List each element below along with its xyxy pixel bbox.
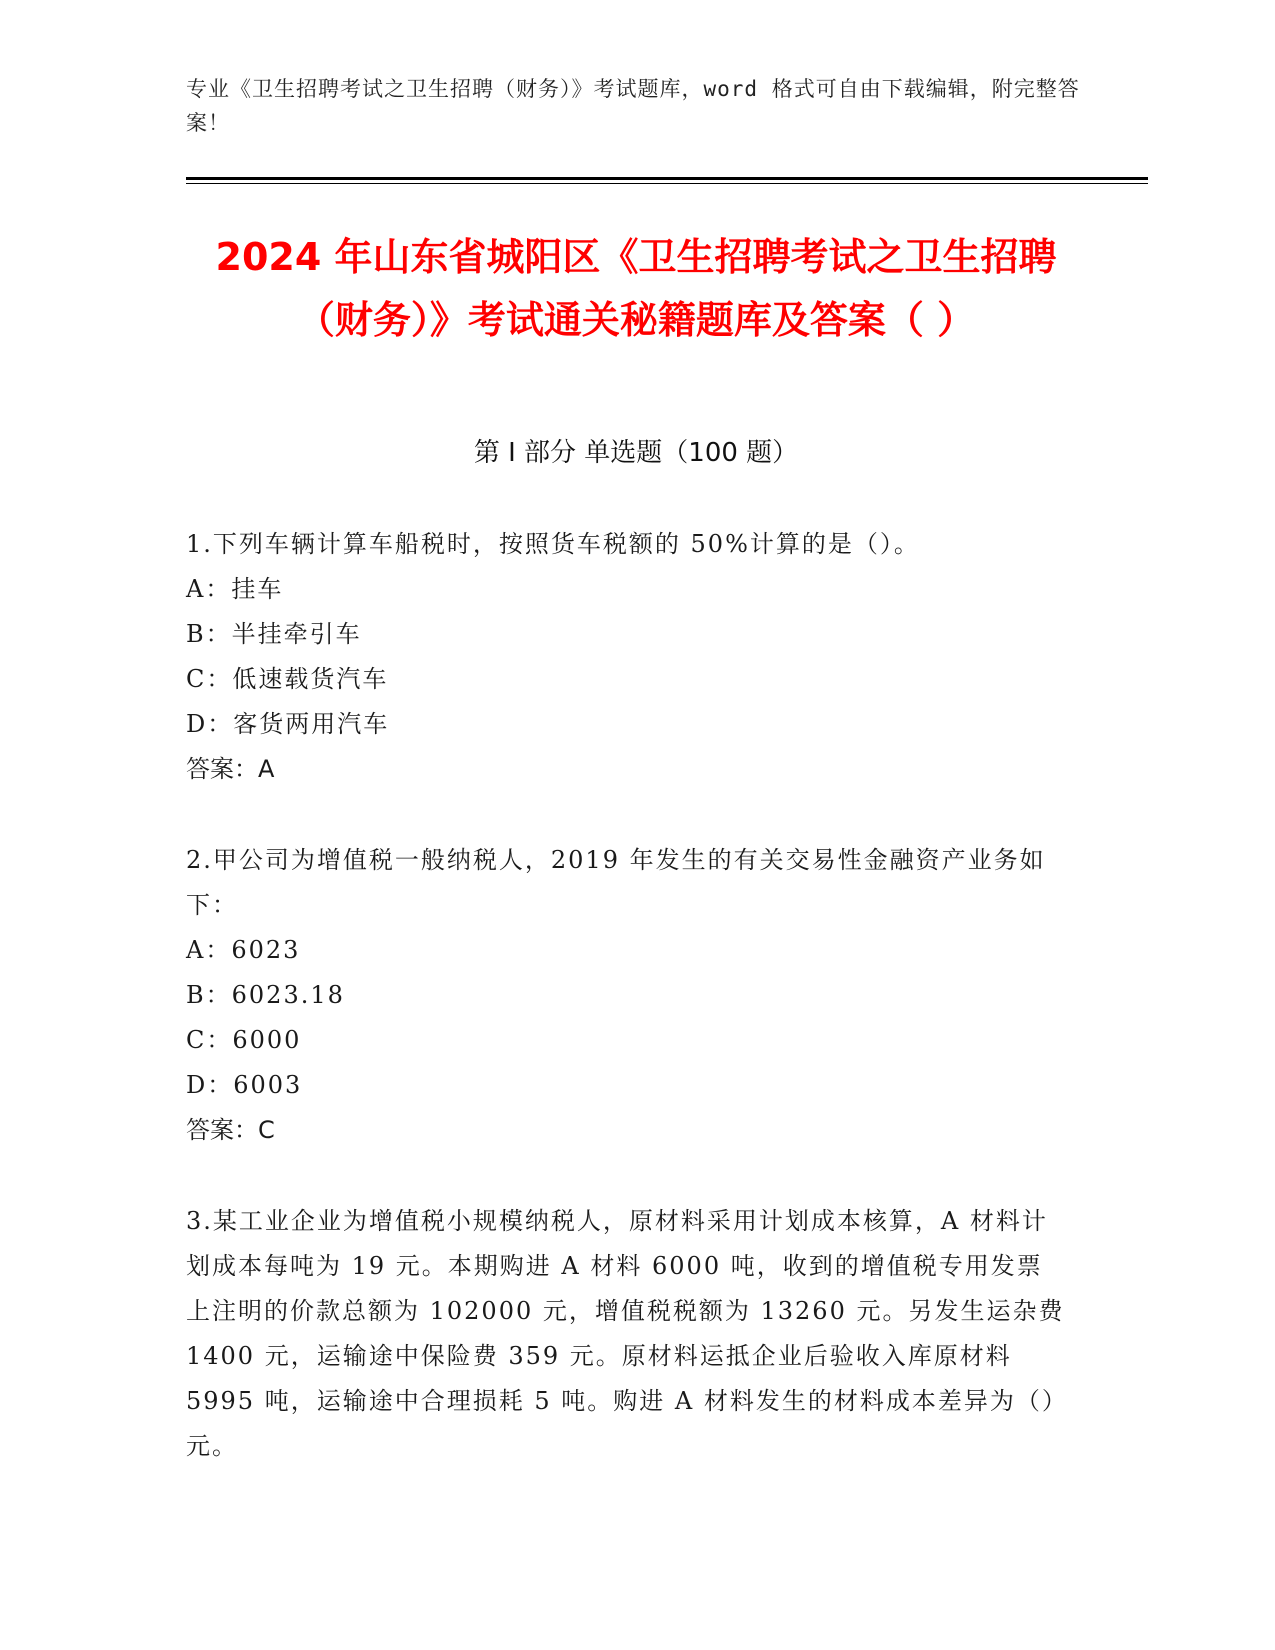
option-c: C：6000 [186,1026,302,1054]
question-stem: 2.甲公司为增值税一般纳税人，2019 年发生的有关交易性金融资产业务如下： [186,846,1046,919]
answer: 答案：A [186,755,275,783]
answer: 答案：C [186,1116,275,1144]
header-divider-thick [186,177,1148,180]
header-note: 专业《卫生招聘考试之卫生招聘（财务）》考试题库，word 格式可自由下载编辑，附完整答案！ [186,77,1080,135]
option-c: C：低速载货汽车 [186,665,389,693]
option-b: B：6023.18 [186,981,345,1009]
question-stem: 1.下列车辆计算车船税时，按照货车税额的 50%计算的是（）。 [186,530,920,558]
question-3 [186,1199,1066,1469]
option-d: D：客货两用汽车 [186,710,390,738]
question-2 [186,838,1066,1153]
question-stem: 3.某工业企业为增值税小规模纳税人，原材料采用计划成本核算，A 材料计划成本每吨为 19 元。本期购进 A 材料 6000 吨，收到的增值税专用发票上注明的价款总额为 102000 元，增值税税额为 13260 元。另发生运杂费 1400 元，运输途中保险费 359 元。原材料运抵企业后验收入库原材料 5995 吨，运输途中合理损耗 5 吨。购进 A 材料发生的材料成本差异为（）元。 [186,1207,1065,1460]
question-list [186,522,1066,1515]
header-divider-thin [186,183,1148,184]
option-b: B：半挂牵引车 [186,620,362,648]
question-1 [186,522,1066,792]
option-a: A：挂车 [186,575,284,603]
section-title: 第 I 部分 单选题（100 题） [473,438,799,468]
option-d: D：6003 [186,1071,303,1099]
document-title: 2024 年山东省城阳区《卫生招聘考试之卫生招聘（财务）》考试通关秘籍题库及答案（ ） [215,235,1057,342]
option-a: A：6023 [186,936,301,964]
